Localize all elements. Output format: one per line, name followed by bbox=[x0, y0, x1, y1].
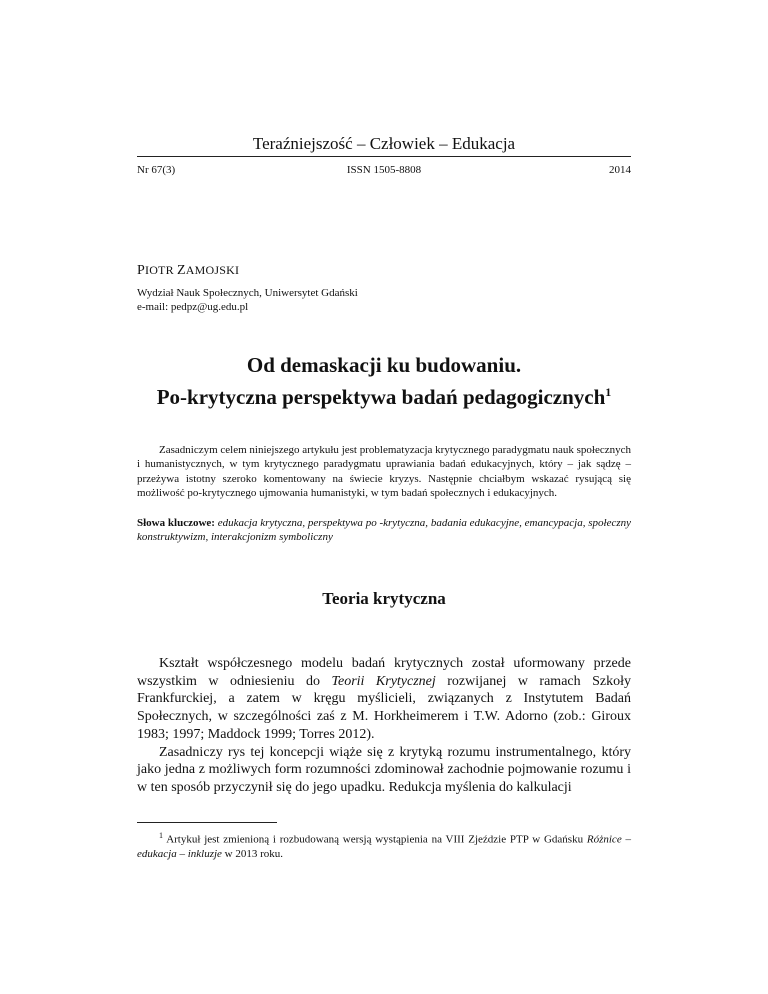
author-first-initial: P bbox=[137, 263, 145, 278]
article-title bbox=[0, 352, 768, 411]
journal-title: Teraźniejszość – Człowiek – Edukacja bbox=[252, 134, 516, 153]
author-first-rest: IOTR bbox=[145, 263, 174, 277]
header-rule bbox=[137, 156, 631, 157]
author-last-rest: AMOJSKI bbox=[185, 263, 240, 277]
title-line-2-text: Po-krytyczna perspektywa badań pedagogicznych bbox=[156, 385, 606, 409]
affiliation: Wydział Nauk Społecznych, Uniwersytet Gdański bbox=[137, 287, 358, 299]
footnote-mark: 1 bbox=[159, 831, 163, 840]
p1-italic: Teorii Krytycznej bbox=[331, 673, 436, 689]
footnote-after: w 2013 roku. bbox=[221, 847, 284, 860]
author-email: e-mail: pedpz@ug.edu.pl bbox=[137, 301, 249, 313]
paragraph-2: Zasadniczy rys tej koncepcji wiąże się z krytyką rozumu instrumentalnego, który jako jedna z możliwych form rozumności zdominował zachodnie pojmowanie rozumu i w ten sposób przyczynił się do jego upadku. Redukcja myślenia do kalkulacji bbox=[137, 744, 631, 795]
author-affiliation-block bbox=[137, 286, 358, 314]
title-line-2 bbox=[0, 379, 768, 411]
footnote-before: Artykuł jest zmienioną i rozbudowaną wersją wystąpienia na VIII Zjeździe PTP w Gdańsku bbox=[166, 833, 587, 846]
p1-before: Kształt współczesnego modelu badań krytycznych został uformowany przede wszystkim w odniesieniu do bbox=[137, 656, 631, 689]
author-name bbox=[137, 263, 239, 279]
paragraph-1 bbox=[137, 655, 631, 744]
p1-after: rozwijanej w ramach Szkoły Frankfurckiej, a zatem w kręgu myślicieli, związanych z Instytutem Badań Społecznych, w szczególności zaś z M. Horkheimerem i T.W. Adorno (zob.: Giroux 1983; 1997; Maddock 1999; Torres 2012). bbox=[137, 673, 631, 742]
footnote-rule bbox=[137, 822, 277, 823]
author-last-initial: Z bbox=[177, 263, 186, 278]
body-text bbox=[137, 655, 631, 797]
keywords-label: Słowa kluczowe: bbox=[137, 517, 215, 529]
footnote bbox=[137, 829, 631, 861]
abstract: Zasadniczym celem niniejszego artykułu jest problematyzacja krytycznego paradygmatu nauk społecznych i humanistycznych, w tym krytycznego paradygmatu uprawiania badań edukacyjnych, który – jak sądzę – przeżywa istotny szeroko komentowany na świecie kryzys. Następnie chciałbym wskazać rysującą się możliwość po-krytycznego ujmowania humanistyki, w tym badań społecznych i edukacyjnych. bbox=[137, 444, 631, 500]
keywords-text: edukacja krytyczna, perspektywa po -krytyczna, badania edukacyjne, emancypacja, społeczny konstruktywizm, interakcjonizm symboliczny bbox=[137, 517, 631, 544]
keywords bbox=[137, 516, 631, 545]
issue-number: Nr 67(3) bbox=[137, 164, 176, 176]
footnote-italic: Różnice – edukacja – inkluzje bbox=[137, 833, 631, 860]
title-line-1: Od demaskacji ku budowaniu. bbox=[246, 353, 522, 377]
publication-year: 2014 bbox=[609, 164, 631, 176]
title-footnote-mark: 1 bbox=[605, 385, 612, 399]
section-heading: Teoria krytyczna bbox=[322, 589, 446, 608]
issn: ISSN 1505-8808 bbox=[346, 164, 422, 176]
